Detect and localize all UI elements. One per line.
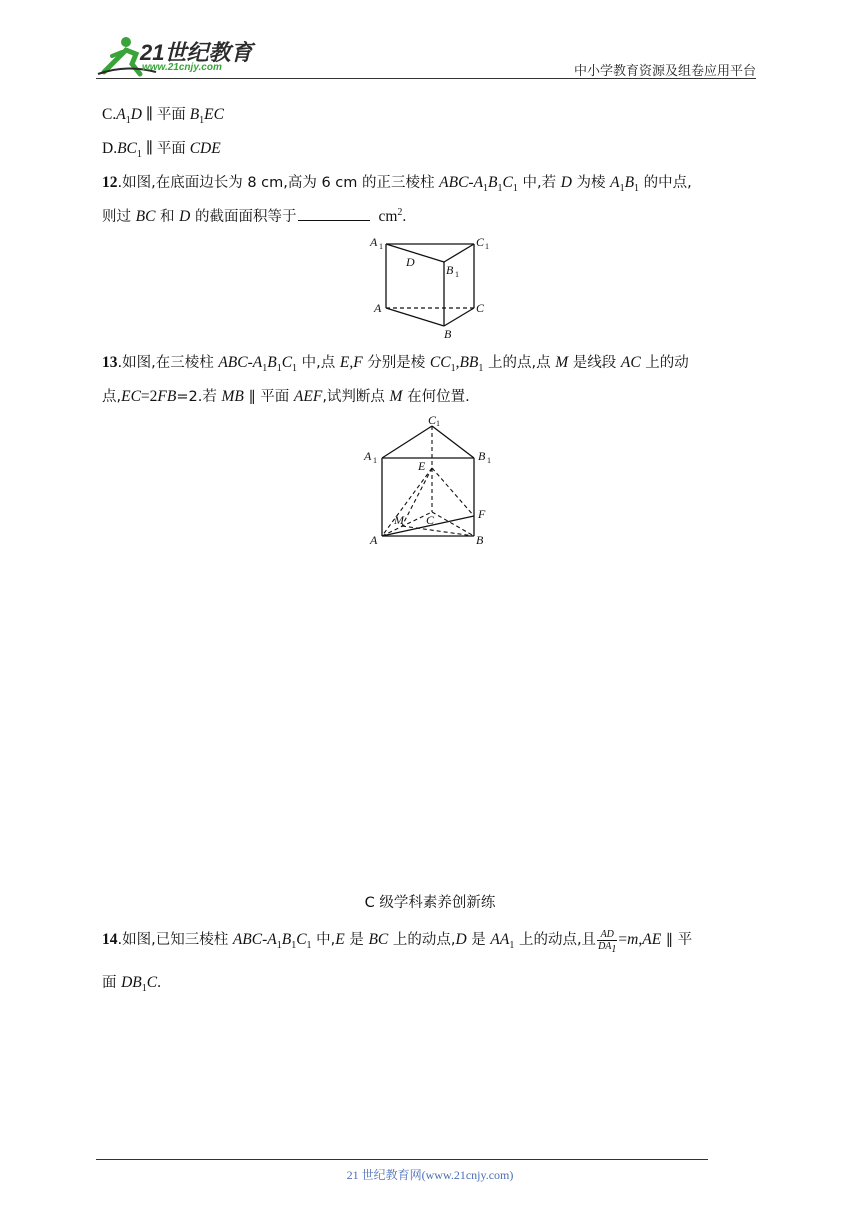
prism-figure-q13	[362, 412, 502, 548]
label-a: A	[370, 533, 378, 547]
svg-text:1: 1	[379, 242, 383, 251]
label-b1: B	[478, 449, 486, 463]
label-b: B	[444, 327, 452, 341]
label-c1: C	[476, 235, 485, 249]
svg-text:1: 1	[455, 270, 459, 279]
label-b1: B	[446, 263, 454, 277]
fraction-ad-da1: $\frac{AD}{DA_1}$	[598, 929, 617, 955]
footer-divider	[96, 1159, 708, 1160]
option-c: $C.A_1D$ ∥ 平面 $B_1EC$	[102, 106, 224, 127]
label-e: E	[418, 459, 426, 473]
question-12-line1: 12.如图,在底面边长为 8 cm,高为 6 cm 的正三棱柱 ABC-$A_1B_1C_1$ 中,若 D 为棱 $A_1B_1$ 的中点,	[102, 174, 692, 195]
logo-sub-text: www.21cnjy.com	[142, 62, 222, 73]
label-b: B	[476, 533, 484, 547]
question-12-line2: 则过 BC 和 D 的截面面积等于 $cm^2$.	[102, 206, 407, 225]
svg-text:1: 1	[487, 456, 491, 465]
footer-site-link[interactable]: 21 世纪教育网(www.21cnjy.com)	[346, 1168, 514, 1182]
svg-text:1: 1	[373, 456, 377, 465]
logo-main-text: 21世纪教育	[140, 40, 253, 65]
label-a1: A	[370, 235, 378, 249]
answer-blank[interactable]	[298, 206, 370, 221]
site-logo	[96, 34, 256, 78]
prism-figure-q12	[366, 234, 496, 344]
question-13-line2: 点,EC=2FB=2.若 MB ∥ 平面 AEF,试判断点 M 在何位置.	[102, 388, 470, 405]
label-a1: A	[364, 449, 372, 463]
question-14-line1: 14.如图,已知三棱柱 ABC-$A_1B_1C_1$ 中,E 是 BC 上的动点,D 是 $AA_1$ 上的动点,且 $\frac{AD}{DA_1}$ =m,AE ∥ 平	[102, 929, 693, 955]
option-d: $D.BC_1$ ∥ 平面 CDE	[102, 140, 221, 161]
header-divider	[96, 78, 756, 79]
svg-text:1: 1	[436, 419, 440, 428]
label-c: C	[426, 513, 435, 527]
label-m: M	[394, 513, 404, 527]
label-d: D	[406, 255, 415, 269]
question-13-line1: 13.如图,在三棱柱 ABC-$A_1B_1C_1$ 中,点 E,F 分别是棱 $CC_1,BB_1$ 上的点,点 M 是线段 AC 上的动	[102, 354, 689, 375]
header-platform-text: 中小学教育资源及组卷应用平台	[573, 64, 756, 79]
label-a: A	[374, 301, 382, 315]
label-c1: C	[428, 413, 437, 427]
svg-text:1: 1	[485, 242, 489, 251]
section-title: C 级学科素养创新练	[364, 895, 496, 911]
label-f: F	[478, 507, 486, 521]
question-14-line2: 面 $DB_1C$.	[102, 974, 161, 995]
label-c: C	[476, 301, 485, 315]
